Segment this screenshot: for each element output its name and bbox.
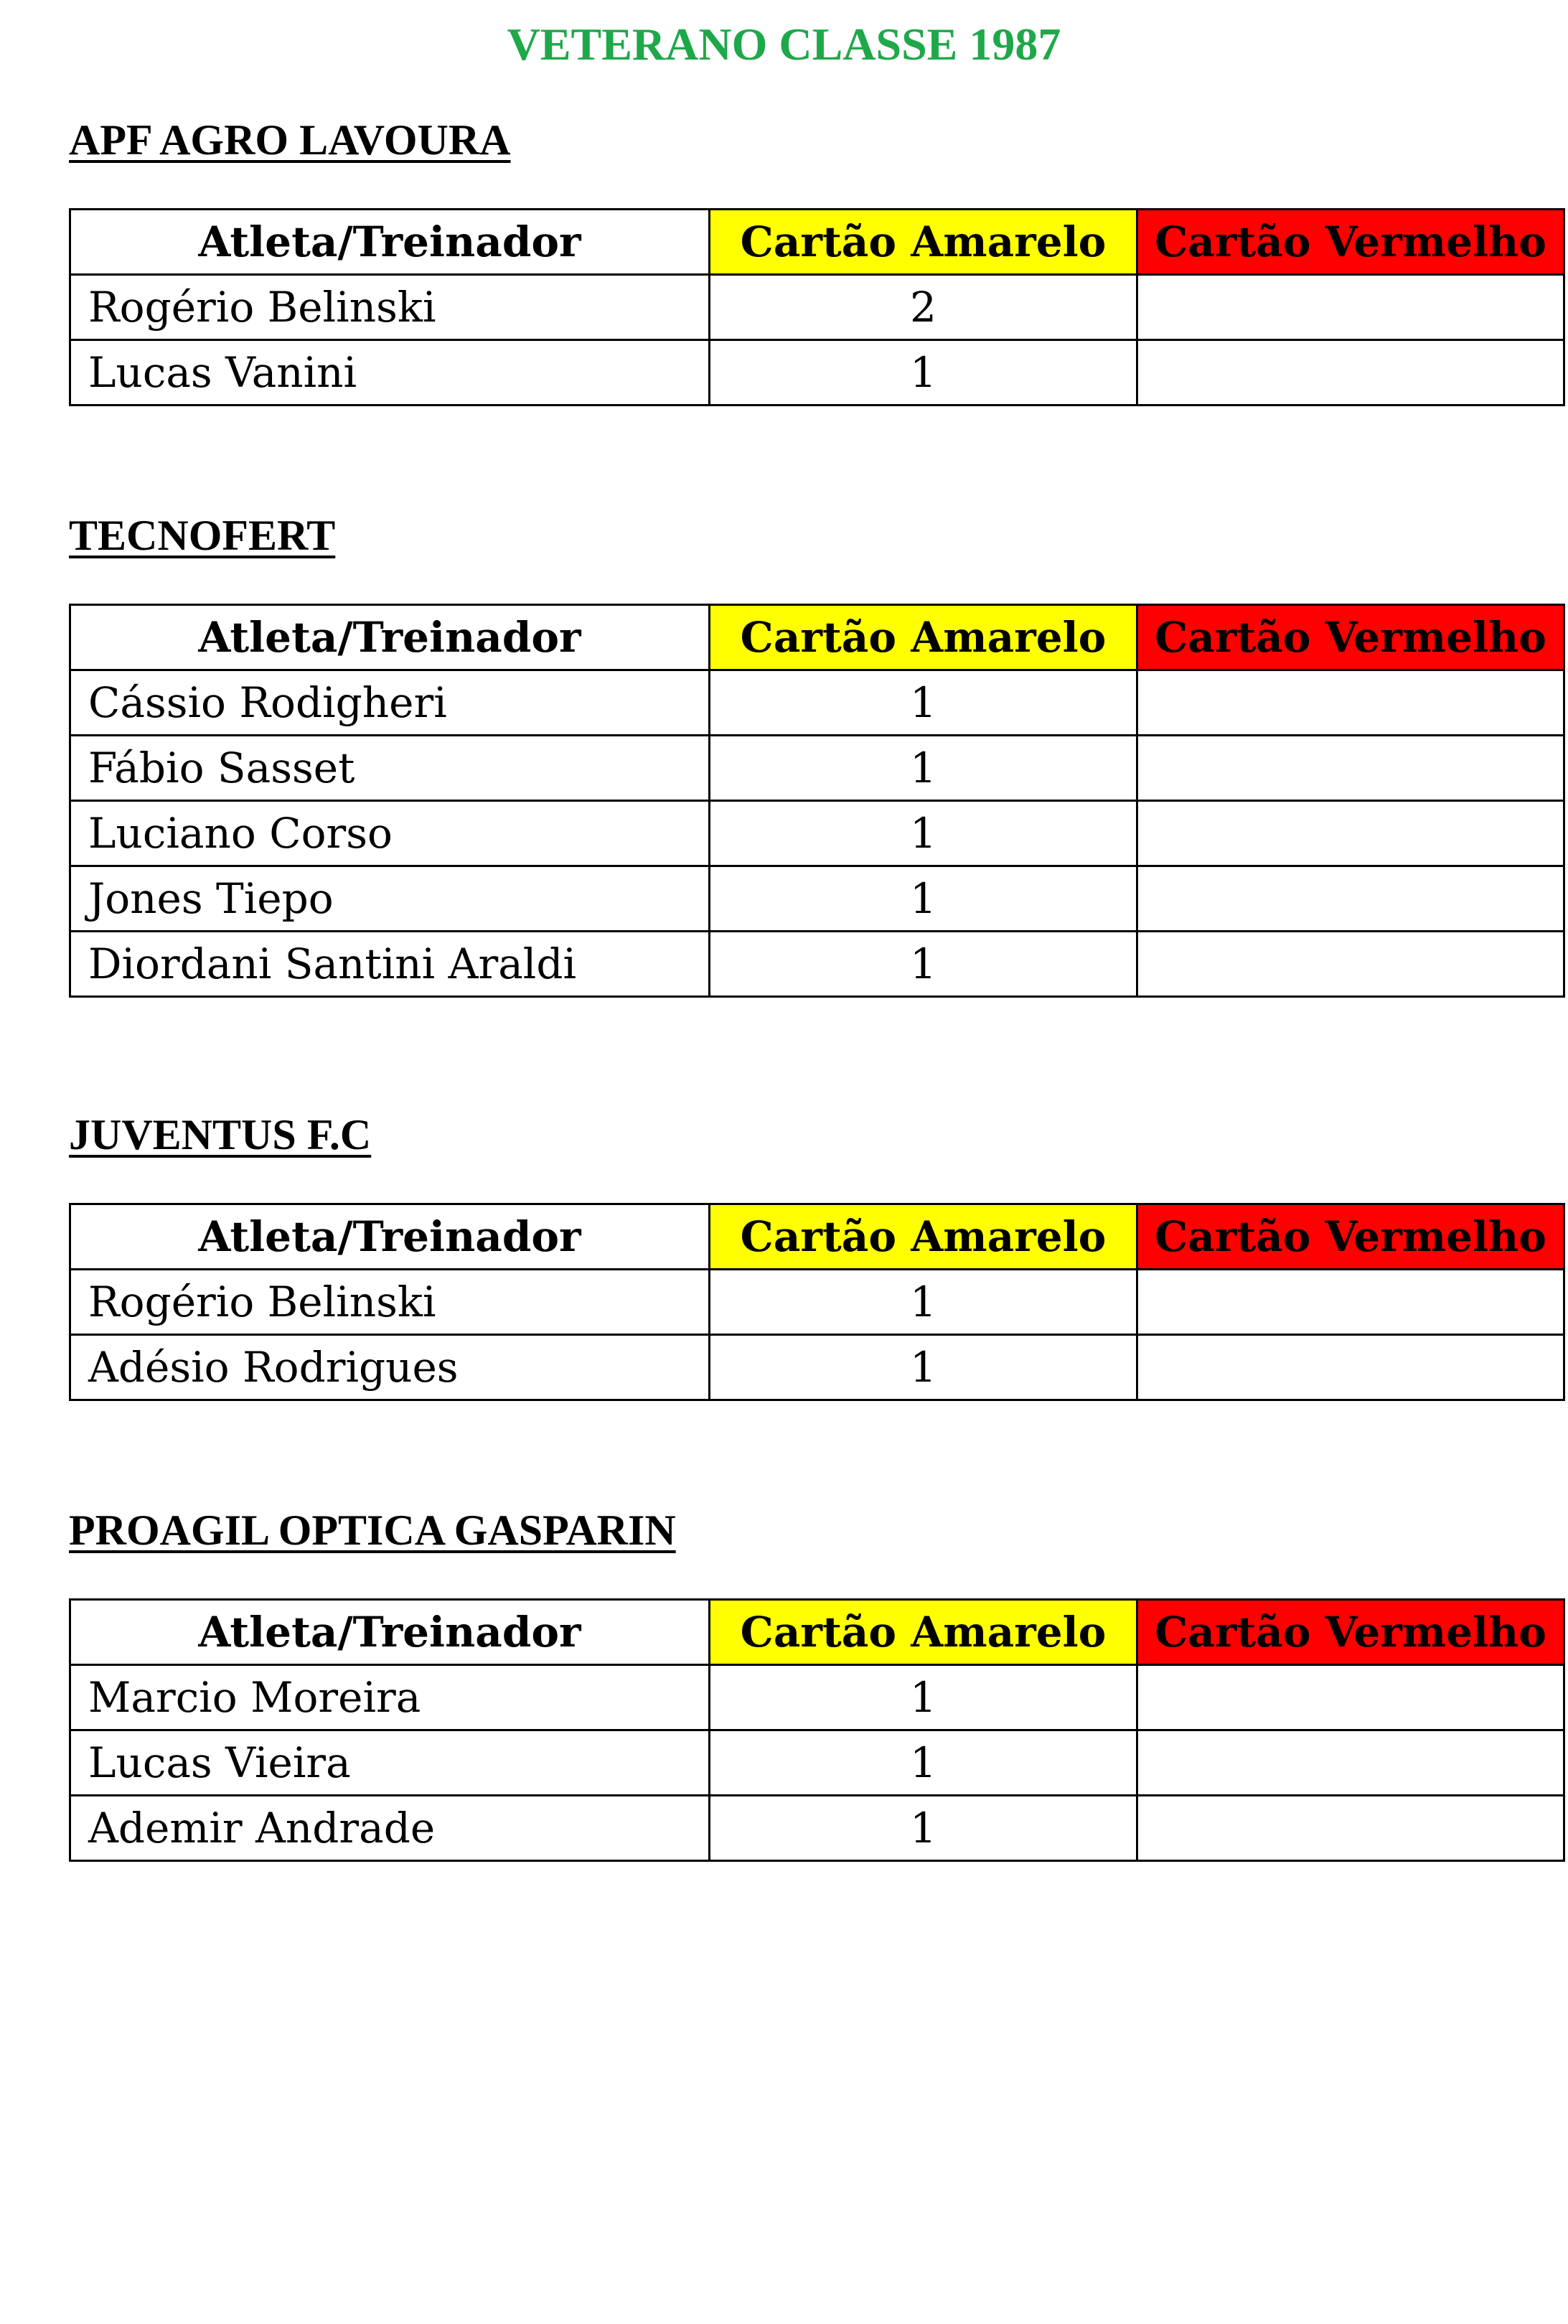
yellow-card-count: 1 — [710, 1665, 1137, 1730]
yellow-card-count: 1 — [710, 1796, 1137, 1861]
red-card-count — [1137, 1270, 1564, 1335]
team-section — [69, 507, 1568, 988]
table-row — [70, 340, 1564, 406]
yellow-card-count: 1 — [710, 932, 1137, 997]
table-row — [70, 275, 1564, 340]
red-card-count — [1137, 670, 1564, 736]
table-header-row — [70, 605, 1564, 670]
header-yellow-card: Cartão Amarelo — [710, 1600, 1137, 1665]
team-section — [69, 1106, 1568, 1392]
red-card-count — [1137, 736, 1564, 801]
red-card-count — [1137, 1730, 1564, 1796]
red-card-count — [1137, 340, 1564, 406]
yellow-card-count: 1 — [710, 670, 1137, 736]
table-row — [70, 736, 1564, 801]
table-row — [70, 670, 1564, 736]
header-red-card: Cartão Vermelho — [1137, 1204, 1564, 1270]
team-name: APF AGRO LAVOURA — [69, 116, 511, 164]
red-card-count — [1137, 1335, 1564, 1400]
table-row — [70, 1730, 1564, 1796]
red-card-count — [1137, 275, 1564, 340]
red-card-count — [1137, 1665, 1564, 1730]
team-name: TECNOFERT — [69, 512, 336, 559]
table-header-row — [70, 1600, 1564, 1665]
athlete-name: Luciano Corso — [70, 801, 710, 866]
table-row — [70, 1665, 1564, 1730]
header-athlete: Atleta/Treinador — [70, 1204, 710, 1270]
yellow-card-count: 1 — [710, 1730, 1137, 1796]
team-section — [69, 111, 1568, 397]
table-row — [70, 1335, 1564, 1400]
yellow-card-count: 1 — [710, 801, 1137, 866]
table-header-row — [70, 210, 1564, 275]
athlete-name: Lucas Vanini — [70, 340, 710, 406]
athlete-name: Lucas Vieira — [70, 1730, 710, 1796]
header-athlete: Atleta/Treinador — [70, 210, 710, 275]
header-red-card: Cartão Vermelho — [1137, 1600, 1564, 1665]
yellow-card-count: 1 — [710, 866, 1137, 932]
header-red-card: Cartão Vermelho — [1137, 210, 1564, 275]
table-row — [70, 1270, 1564, 1335]
team-section — [69, 1501, 1568, 1852]
yellow-card-count: 1 — [710, 736, 1137, 801]
athlete-name: Adésio Rodrigues — [70, 1335, 710, 1400]
table-row — [70, 932, 1564, 997]
table-row — [70, 1796, 1564, 1861]
yellow-card-count: 1 — [710, 340, 1137, 406]
cards-table — [69, 604, 1565, 998]
yellow-card-count: 2 — [710, 275, 1137, 340]
athlete-name: Rogério Belinski — [70, 275, 710, 340]
red-card-count — [1137, 801, 1564, 866]
team-name: JUVENTUS F.C — [69, 1111, 372, 1158]
header-yellow-card: Cartão Amarelo — [710, 1204, 1137, 1270]
header-athlete: Atleta/Treinador — [70, 605, 710, 670]
cards-table — [69, 1203, 1565, 1401]
yellow-card-count: 1 — [710, 1270, 1137, 1335]
header-red-card: Cartão Vermelho — [1137, 605, 1564, 670]
table-row — [70, 866, 1564, 932]
table-row — [70, 801, 1564, 866]
athlete-name: Ademir Andrade — [70, 1796, 710, 1861]
athlete-name: Rogério Belinski — [70, 1270, 710, 1335]
athlete-name: Fábio Sasset — [70, 736, 710, 801]
athlete-name: Cássio Rodigheri — [70, 670, 710, 736]
red-card-count — [1137, 866, 1564, 932]
red-card-count — [1137, 1796, 1564, 1861]
table-header-row — [70, 1204, 1564, 1270]
header-athlete: Atleta/Treinador — [70, 1600, 710, 1665]
header-yellow-card: Cartão Amarelo — [710, 605, 1137, 670]
athlete-name: Diordani Santini Araldi — [70, 932, 710, 997]
cards-table — [69, 1598, 1565, 1862]
header-yellow-card: Cartão Amarelo — [710, 210, 1137, 275]
document-title: VETERANO CLASSE 1987 — [507, 19, 1061, 70]
athlete-name: Marcio Moreira — [70, 1665, 710, 1730]
yellow-card-count: 1 — [710, 1335, 1137, 1400]
cards-table — [69, 208, 1565, 406]
athlete-name: Jones Tiepo — [70, 866, 710, 932]
red-card-count — [1137, 932, 1564, 997]
team-name: PROAGIL OPTICA GASPARIN — [69, 1507, 676, 1554]
